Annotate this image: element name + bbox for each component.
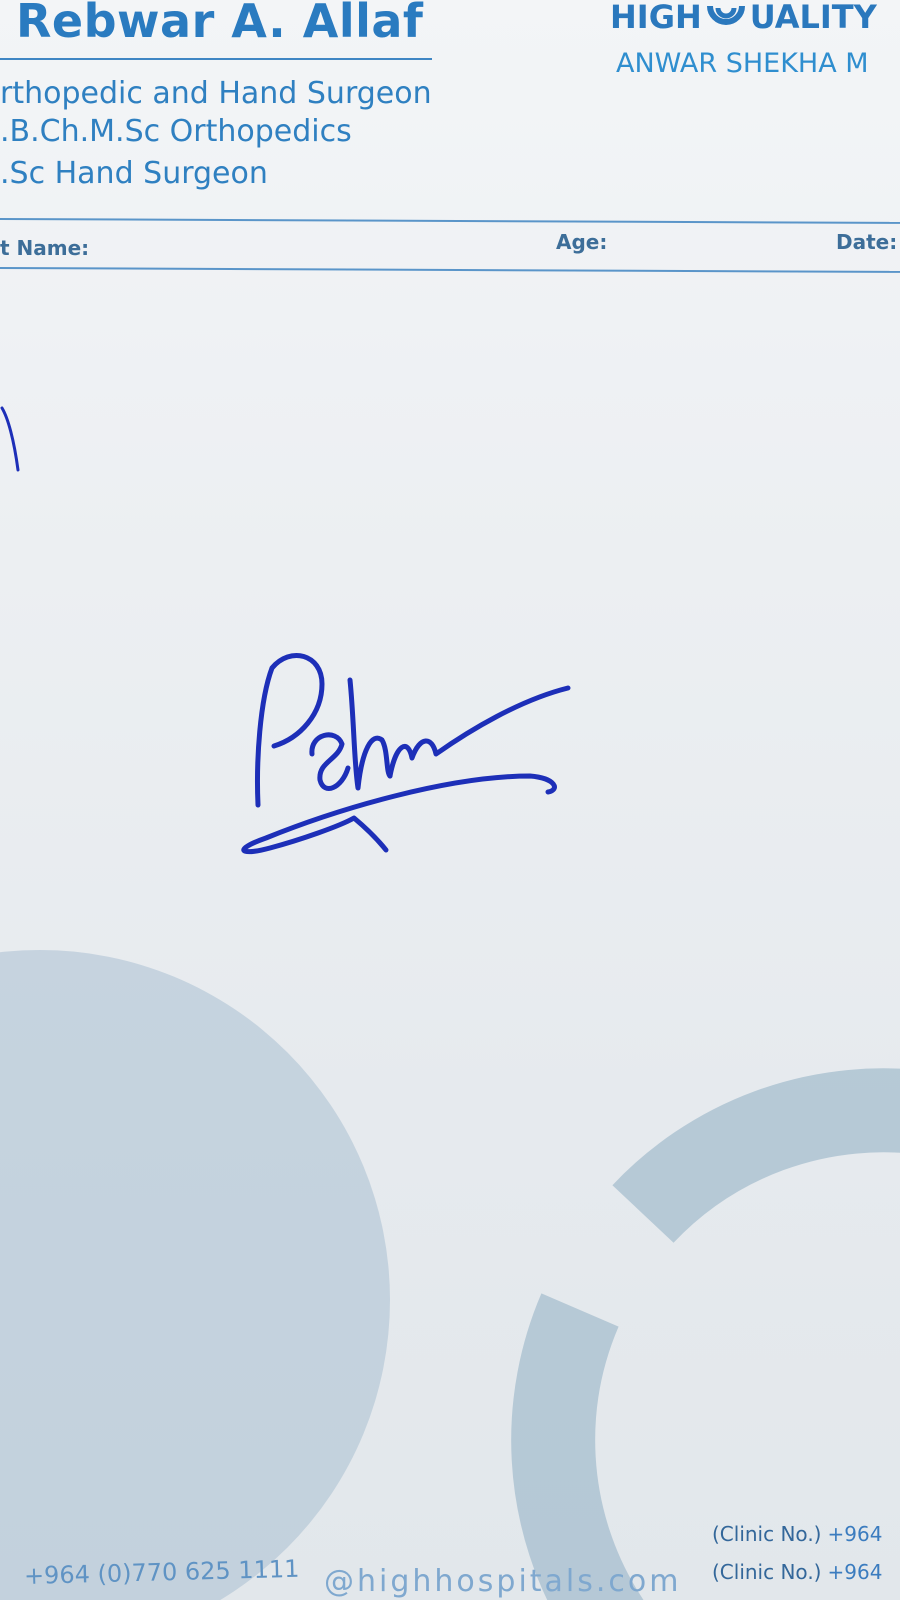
- patient-name-label: t Name:: [0, 236, 90, 260]
- credential-degree: .B.Ch.M.Sc Orthopedics: [0, 114, 352, 149]
- ink-mark: [0, 400, 30, 490]
- brand-name: [610, 0, 877, 36]
- patient-age-label: Age:: [556, 230, 608, 254]
- date-label: Date:: [836, 230, 898, 254]
- brand-q-logo-icon: [704, 0, 748, 36]
- name-underline: [0, 58, 432, 60]
- brand-left-text: HIGH: [610, 0, 702, 36]
- footer-phone: +964 (0)770 625 1111: [23, 1554, 300, 1590]
- brand-right-text: UALITY: [749, 0, 877, 36]
- hospital-name: ANWAR SHEKHA M: [616, 48, 869, 79]
- clinic-label: (Clinic No.): [712, 1560, 822, 1584]
- clinic-label: (Clinic No.): [712, 1522, 822, 1546]
- clinic-number: +964: [827, 1560, 883, 1584]
- clinic-phone-line: [712, 1522, 882, 1546]
- credential-specialty: rthopedic and Hand Surgeon: [0, 76, 432, 111]
- clinic-number: +964: [827, 1522, 883, 1546]
- credential-hand-surgeon: .Sc Hand Surgeon: [0, 156, 268, 191]
- clinic-phone-line: [712, 1560, 882, 1584]
- footer-website: @highhospitals.com: [324, 1564, 682, 1599]
- doctor-signature: [230, 640, 590, 880]
- watermark-large-circle: [0, 950, 390, 1600]
- doctor-name: Rebwar A. Allaf: [16, 0, 424, 48]
